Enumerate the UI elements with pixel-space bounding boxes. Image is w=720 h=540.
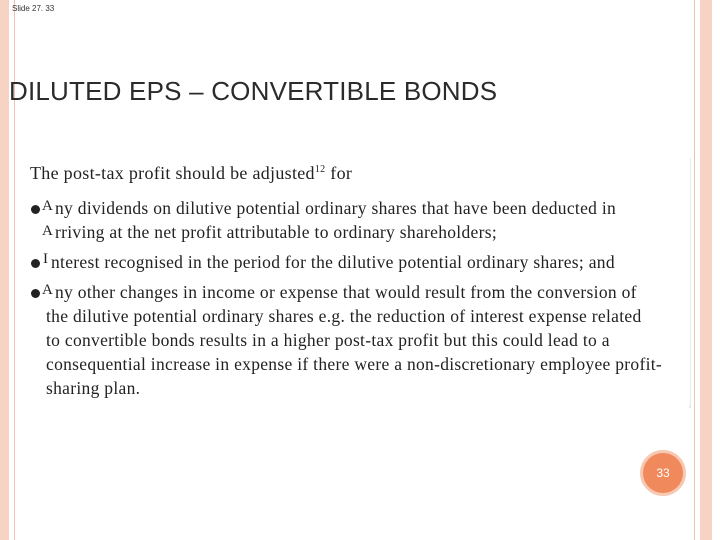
footnote-marker: 12 xyxy=(314,164,326,175)
intro-line xyxy=(30,163,352,184)
intro-end: for xyxy=(330,163,353,183)
bullet-2-line-1: nterest recognised in the period for the dilutive potential ordinary shares; and xyxy=(51,252,615,272)
bullet-3-continuation-2: to convertible bonds results in a higher post-tax profit but this could lead to a xyxy=(46,330,610,350)
page-number-badge: 33 xyxy=(640,450,686,496)
slide-title: DILUTED EPS – CONVERTIBLE BONDS xyxy=(9,76,498,106)
left-decorative-band xyxy=(0,0,9,540)
bullet-3-continuation-3: consequential increase in expense if there were a non-discretionary employee profit- xyxy=(46,354,663,374)
bullet-1-line-2: rriving at the net profit attributable to ordinary shareholders; xyxy=(55,222,497,242)
bullet-3-continuation-1: the dilutive potential ordinary shares e.g. the reduction of interest expense related xyxy=(46,306,642,326)
bullet-1-initial: A xyxy=(42,198,53,214)
bullet-2-initial: I xyxy=(43,251,48,267)
bullet-3-continuation-4: sharing plan. xyxy=(46,378,141,398)
bullet-1-line-1: ny dividends on dilutive potential ordinary shares that have been deducted in xyxy=(55,198,617,218)
right-decorative-line xyxy=(694,0,695,540)
bullet-3-dot xyxy=(31,289,40,298)
body-text-box xyxy=(22,155,690,405)
slide-id-label: Slide 27. 33 xyxy=(12,4,55,13)
right-decorative-band xyxy=(700,0,712,540)
bullet-1-dot xyxy=(31,205,40,214)
bullet-3-line-1: ny other changes in income or expense that would result from the conversion of xyxy=(55,282,637,302)
bullet-1-line-2-initial: A xyxy=(42,223,53,239)
bullet-3-initial: A xyxy=(42,282,53,298)
intro-text: The post-tax profit should be adjusted xyxy=(30,163,315,183)
bullet-2-dot xyxy=(31,259,40,268)
